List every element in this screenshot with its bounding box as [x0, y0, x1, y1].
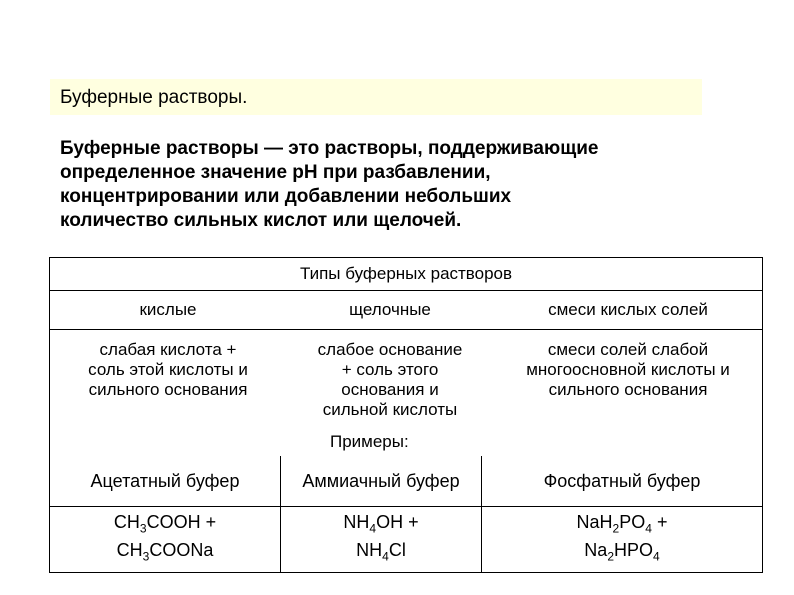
formula-ammonia: $NH_4OH$ + $NH_4Cl$ [281, 507, 482, 573]
description-line: соль этой кислоты и [88, 360, 248, 379]
description-line: + соль этого [341, 360, 439, 379]
description-line: сильного основания [88, 380, 248, 399]
examples-table [49, 456, 763, 573]
description-acid-salts [494, 330, 763, 461]
description-line: смеси солей слабой [547, 340, 709, 359]
definition-line: концентрировании или добавлении небольших [60, 186, 512, 207]
formula-acetate: $CH_3COOH$ + $CH_3COONa$ [50, 507, 281, 573]
description-line: слабое основание [317, 340, 463, 359]
description-line: многоосновной кислоты и [526, 360, 730, 379]
examples-label: Примеры: [330, 432, 409, 451]
formula-phosphate: $NaH_2PO_4$ + $Na_2HPO_4$ [482, 507, 763, 573]
column-acidic: кислые [50, 291, 287, 330]
example-ammonia-name: Аммиачный буфер [281, 456, 482, 507]
description-line: сильной кислоты [322, 400, 458, 419]
example-acetate-name: Ацетатный буфер [50, 456, 281, 507]
example-phosphate-name: Фосфатный буфер [482, 456, 763, 507]
page-title: Буферные растворы. [60, 87, 248, 108]
description-line: слабая кислота + [99, 340, 237, 359]
description-line: сильного основания [548, 380, 708, 399]
types-table-header: Типы буферных растворов [50, 258, 763, 291]
description-line: основания и [341, 380, 439, 399]
definition-line: определенное значение pH при разбавлении, [60, 162, 491, 183]
description-acidic [50, 330, 287, 461]
column-acid-salts: смеси кислых солей [494, 291, 763, 330]
definition-line: количество сильных кислот или щелочей. [60, 210, 462, 231]
definition-line: Буферные растворы — это растворы, поддерживающие [60, 138, 599, 159]
definition-text [60, 137, 720, 233]
buffer-types-table [49, 257, 763, 460]
column-alkaline: щелочные [286, 291, 494, 330]
